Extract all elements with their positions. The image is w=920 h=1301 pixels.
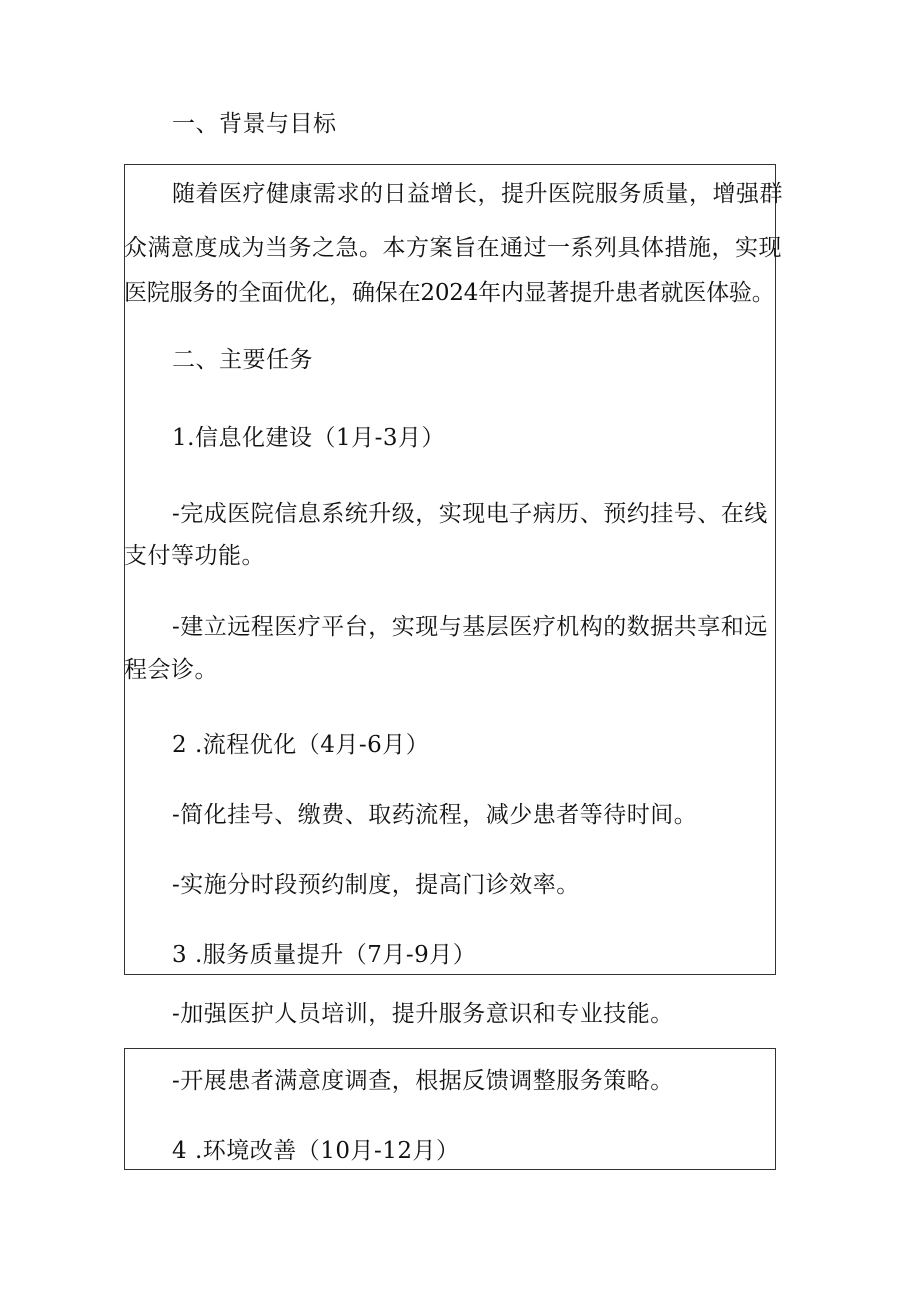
task1-item2-line2: 程会诊。 — [124, 657, 218, 683]
task3-item2: -开展患者满意度调查，根据反馈调整服务策略。 — [172, 1068, 674, 1094]
task3-title: 3 .服务质量提升（7月-9月） — [172, 942, 477, 968]
task3-item1: -加强医护人员培训，提升服务意识和专业技能。 — [172, 1001, 674, 1027]
task2-item2: -实施分时段预约制度，提高门诊效率。 — [172, 872, 580, 898]
task1-item1-line2: 支付等功能。 — [124, 543, 265, 569]
section2-title: 二、主要任务 — [172, 347, 313, 373]
task1-title: 1.信息化建设（1月-3月） — [172, 425, 445, 451]
intro-line-1: 随着医疗健康需求的日益增长，提升医院服务质量，增强群 — [172, 181, 783, 207]
task2-item1: -简化挂号、缴费、取药流程，减少患者等待时间。 — [172, 802, 698, 828]
task1-item1-line1: -完成医院信息系统升级，实现电子病历、预约挂号、在线 — [172, 501, 768, 527]
task1-item2-line1: -建立远程医疗平台，实现与基层医疗机构的数据共享和远 — [172, 614, 768, 640]
section1-title: 一、背景与目标 — [172, 111, 337, 137]
intro-line-3: 医院服务的全面优化，确保在2024年内显著提升患者就医体验。 — [124, 280, 775, 306]
task2-title: 2 .流程优化（4月-6月） — [172, 732, 430, 758]
intro-line-2: 众满意度成为当务之急。本方案旨在通过一系列具体措施，实现 — [124, 235, 782, 261]
task4-title: 4 .环境改善（10月-12月） — [172, 1138, 460, 1164]
